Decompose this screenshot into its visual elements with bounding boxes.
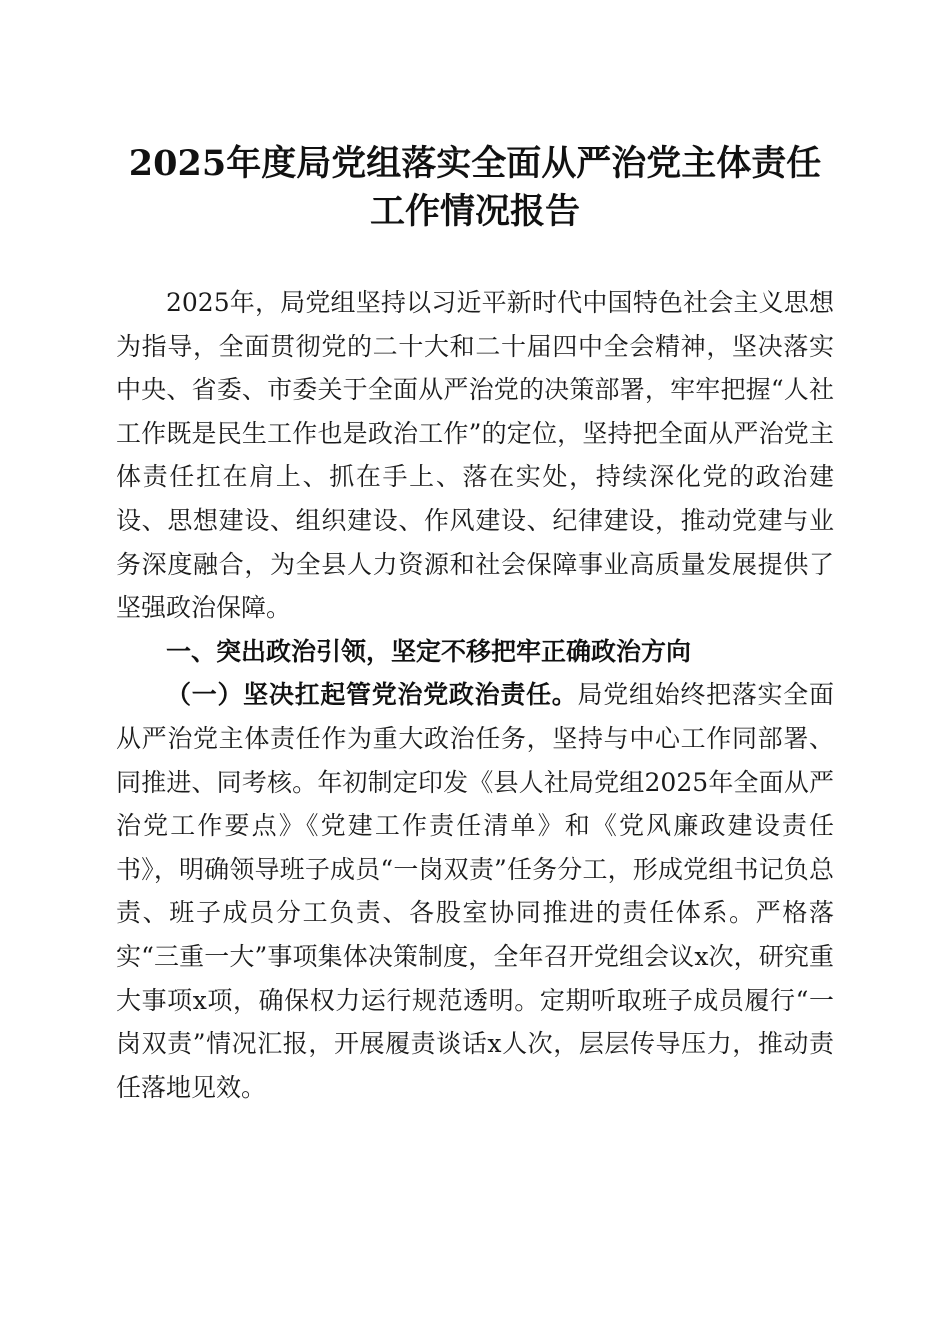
section-1-heading: 一、突出政治引领，坚定不移把牢正确政治方向 (166, 636, 692, 666)
intro-paragraph: 2025年，局党组坚持以习近平新时代中国特色社会主义思想为指导，全面贯彻党的二十大和二十届四中全会精神，坚决落实中央、省委、市委关于全面从严治党的决策部署，牢牢把握“人社工作既是民生工作也是政治工作”的定位，坚持把全面从严治党主体责任扛在肩上、抓在手上、落在实处，持续深化党的政治建设、思想建设、组织建设、作风建设、纪律建设，推动党建与业务深度融合，为全县人力资源和社会保障事业高质量发展提供了坚强政治保障。 (116, 288, 834, 623)
document-title-line-1: 2025年度局党组落实全面从严治党主体责任 (128, 143, 822, 184)
subsection-1-heading: （一）坚决扛起管党治党政治责任。 (166, 680, 578, 710)
document-title-line-2: 工作情况报告 (369, 191, 580, 232)
subsection-1-text: 局党组始终把落实全面从严治党主体责任作为重大政治任务，坚持与中心工作同部署、同推进、同考核。年初制定印发《县人社局党组2025年全面从严治党工作要点》《党建工作责任清单》和《党风廉政建设责任书》，明确领导班子成员“一岗双责”任务分工，形成党组书记负总责、班子成员分工负责、各股室协同推进的责任体系。严格落实“三重一大”事项集体决策制度，全年召开党组会议x次，研究重大事项x项，确保权力运行规范透明。定期听取班子成员履行“一岗双责”情况汇报，开展履责谈话x人次，层层传导压力，推动责任落地见效。 (116, 680, 834, 1102)
document-body (116, 281, 834, 1109)
subsection-1-paragraph (116, 673, 834, 1109)
